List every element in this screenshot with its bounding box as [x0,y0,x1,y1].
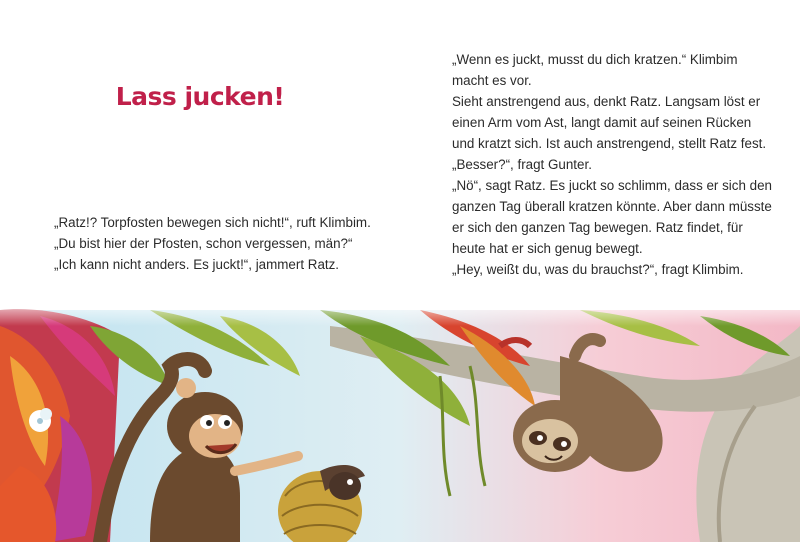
jungle-scene [0,296,800,542]
paragraph: „Nö“, sagt Ratz. Es juckt so schlimm, dass er sich den ganzen Tag überall kratzen könnte. Aber dann müsste er sich den ganzen Tag bewegen. Ratz findet, für heute hat er sich genug bewegt. [452,178,772,256]
paragraph: „Ratz!? Torpfosten bewegen sich nicht!“, ruft Klimbim. „Du bist hier der Pfosten, schon vergessen, män?“ [54,215,371,251]
jungle-illustration [0,296,800,542]
chapter-title: Lass jucken! [115,82,285,111]
top-fade [0,296,800,326]
paragraph: „Hey, weißt du, was du brauchst?“, fragt Klimbim. [452,262,744,277]
paragraph: „Wenn es juckt, musst du dich kratzen.“ Klimbim macht es vor. [452,52,738,88]
paragraph: „Ich kann nicht anders. Es juckt!“, jammert Ratz. [54,257,340,272]
paragraph: „Besser?“, fragt Gunter. [452,157,592,172]
left-text-block [54,212,374,275]
left-page [0,0,400,310]
right-page [400,0,800,310]
right-text-block [452,49,772,280]
paragraph: Sieht anstrengend aus, denkt Ratz. Langsam löst er einen Arm vom Ast, langt damit auf seinen Rücken und kratzt sich. Ist auch anstrengend, stellt Ratz fest. [452,94,767,151]
